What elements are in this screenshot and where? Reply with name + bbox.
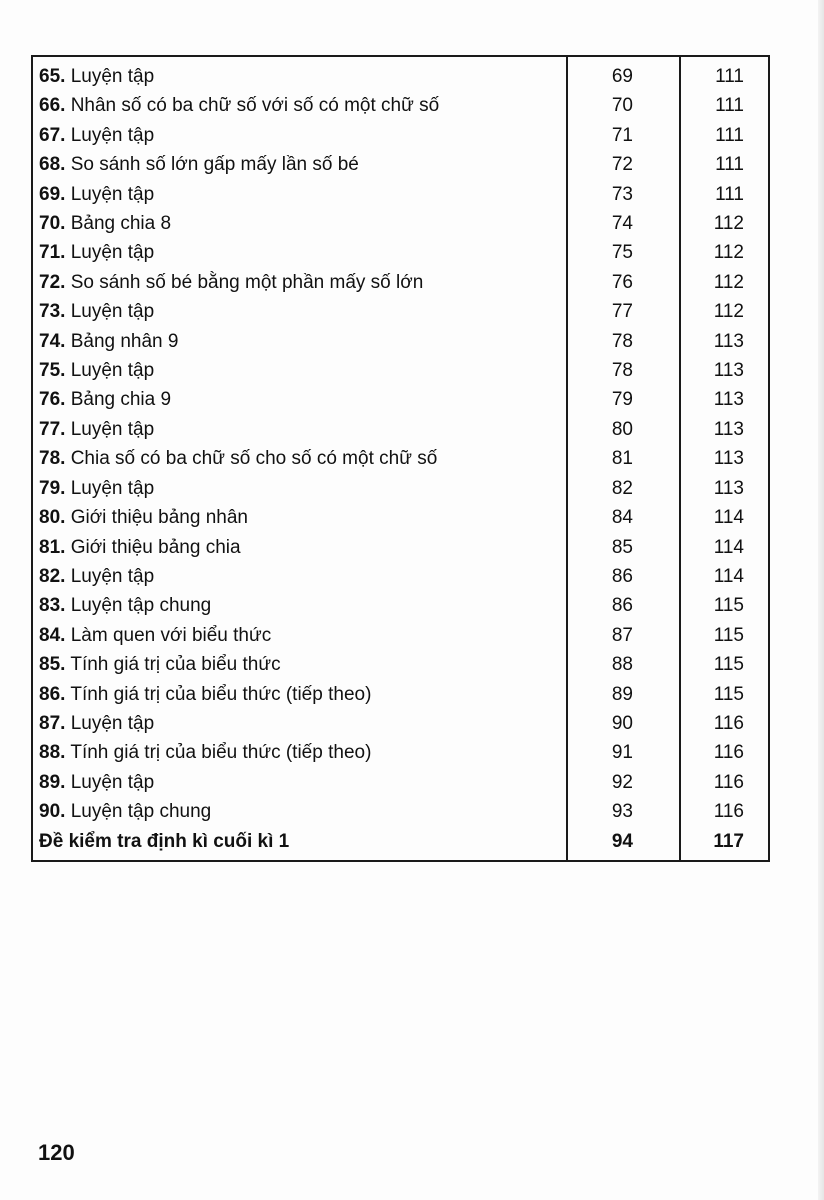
- lesson-number: 84.: [39, 624, 66, 646]
- lesson-title: Luyện tập: [70, 124, 155, 146]
- table-row: [32, 356, 769, 385]
- answer-page-number: 114: [713, 507, 744, 529]
- table-row: [32, 474, 769, 503]
- lesson-number: 90.: [39, 801, 66, 823]
- table-row: [32, 268, 769, 297]
- scan-edge: [818, 0, 824, 1200]
- lesson-number: 83.: [39, 595, 66, 617]
- lesson-title: Luyện tập: [70, 418, 155, 440]
- problem-page-number: 92: [567, 768, 680, 797]
- problem-page-number: 89: [567, 680, 680, 709]
- problem-page-number: 75: [567, 238, 680, 267]
- problem-page-number: 71: [567, 121, 680, 150]
- lesson-title-cell: [32, 268, 567, 297]
- problem-page-number: 85: [567, 533, 680, 562]
- lesson-title-cell: [32, 444, 567, 473]
- problem-page-number: 77: [567, 297, 680, 326]
- lesson-title-cell: [32, 209, 567, 238]
- lesson-title-cell: [32, 474, 567, 503]
- page-number: 120: [38, 1140, 75, 1165]
- lesson-number: 74.: [39, 330, 66, 352]
- table-row: [32, 621, 769, 650]
- lesson-title: Làm quen với biểu thức: [70, 624, 272, 646]
- answer-page-number: 114: [713, 536, 744, 558]
- lesson-title: Luyện tập: [70, 66, 155, 87]
- problem-page-number: 90: [567, 709, 680, 738]
- lesson-title: Tính giá trị của biểu thức (tiếp theo): [70, 742, 372, 764]
- lesson-title: Giới thiệu bảng chia: [70, 536, 241, 558]
- table-of-contents: [31, 55, 770, 862]
- lesson-title-cell: [32, 768, 567, 797]
- lesson-title-cell: [32, 150, 567, 179]
- problem-page-number: 74: [567, 209, 680, 238]
- lesson-number: 72.: [39, 271, 66, 293]
- table-row: [32, 91, 769, 120]
- answer-page-number: 111: [715, 183, 744, 205]
- lesson-title-cell: [32, 621, 567, 650]
- lesson-title: Nhân số có ba chữ số với số có một chữ số: [70, 95, 440, 117]
- answer-page-number: 115: [713, 595, 744, 617]
- lesson-title-cell: [32, 415, 567, 444]
- table-row: [32, 738, 769, 767]
- answer-page-number: 112: [713, 242, 744, 264]
- answer-page-number: 111: [715, 66, 744, 87]
- answer-page-number: 116: [713, 771, 744, 793]
- problem-page-number: 78: [567, 356, 680, 385]
- answer-page-number: 112: [713, 271, 744, 293]
- table-row: [32, 650, 769, 679]
- table-row: [32, 209, 769, 238]
- problem-page-number: 79: [567, 385, 680, 414]
- problem-page-number: 86: [567, 562, 680, 591]
- table-row: [32, 533, 769, 562]
- lesson-number: 81.: [39, 536, 66, 558]
- lesson-title: Luyện tập: [70, 771, 155, 793]
- problem-page-number: 86: [567, 591, 680, 620]
- answer-page-number: 113: [713, 360, 744, 382]
- table-row: [32, 444, 769, 473]
- lesson-title: Tính giá trị của biểu thức (tiếp theo): [70, 683, 372, 705]
- lesson-title-cell: [32, 297, 567, 326]
- final-entry-title: Đề kiểm tra định kì cuối kì 1: [32, 827, 567, 861]
- problem-page-number: 78: [567, 327, 680, 356]
- lesson-number: 82.: [39, 565, 66, 587]
- lesson-title-cell: [32, 121, 567, 150]
- lesson-title-cell: [32, 327, 567, 356]
- table-row: [32, 709, 769, 738]
- table-row: [32, 56, 769, 91]
- lesson-number: 65.: [39, 66, 66, 87]
- lesson-title-cell: [32, 797, 567, 826]
- problem-page-number: 80: [567, 415, 680, 444]
- lesson-title: So sánh số bé bằng một phần mấy số lớn: [70, 271, 424, 293]
- lesson-number: 86.: [39, 683, 66, 705]
- lesson-title: Giới thiệu bảng nhân: [70, 507, 248, 529]
- lesson-title-cell: [32, 238, 567, 267]
- lesson-title: So sánh số lớn gấp mấy lần số bé: [70, 154, 359, 176]
- answer-page-number: 114: [713, 565, 744, 587]
- lesson-number: 69.: [39, 183, 66, 205]
- problem-page-number: 93: [567, 797, 680, 826]
- table-row: [32, 503, 769, 532]
- lesson-title: Luyện tập: [70, 301, 155, 323]
- problem-page-number: 82: [567, 474, 680, 503]
- lesson-title-cell: [32, 591, 567, 620]
- lesson-number: 71.: [39, 242, 66, 264]
- lesson-number: 75.: [39, 360, 66, 382]
- table-row: [32, 297, 769, 326]
- lesson-title: Luyện tập: [70, 242, 155, 264]
- lesson-number: 70.: [39, 213, 66, 235]
- answer-page-number: 113: [713, 389, 744, 411]
- answer-page-number: 115: [713, 624, 744, 646]
- lesson-title: Luyện tập: [70, 360, 155, 382]
- lesson-title: Luyện tập: [70, 565, 155, 587]
- lesson-title-cell: [32, 650, 567, 679]
- answer-page-number: 111: [715, 124, 744, 146]
- lesson-title-cell: [32, 180, 567, 209]
- answer-page-number: 111: [715, 95, 744, 117]
- answer-page-number: 116: [713, 712, 744, 734]
- answer-page-number: 112: [713, 213, 744, 235]
- problem-page-number: 91: [567, 738, 680, 767]
- answer-page-number: 116: [713, 742, 744, 764]
- lesson-number: 80.: [39, 507, 66, 529]
- table-row: [32, 238, 769, 267]
- lesson-title-cell: [32, 738, 567, 767]
- problem-page-number: 70: [567, 91, 680, 120]
- lesson-title: Luyện tập chung: [70, 595, 212, 617]
- lesson-title-cell: [32, 709, 567, 738]
- lesson-title-cell: [32, 56, 567, 91]
- lesson-title-cell: [32, 680, 567, 709]
- table-row: [32, 150, 769, 179]
- lesson-title: Bảng chia 8: [70, 213, 172, 235]
- table-row: [32, 327, 769, 356]
- answer-page-number: 113: [713, 477, 744, 499]
- lesson-title: Bảng nhân 9: [70, 330, 179, 352]
- lesson-number: 89.: [39, 771, 66, 793]
- answer-page-number: 113: [713, 418, 744, 440]
- problem-page-number: 87: [567, 621, 680, 650]
- problem-page-number: 81: [567, 444, 680, 473]
- problem-page-number: 69: [567, 56, 680, 91]
- table-row: [32, 415, 769, 444]
- table-row: [32, 797, 769, 826]
- problem-page-number: 76: [567, 268, 680, 297]
- lesson-title: Bảng chia 9: [70, 389, 172, 411]
- table-row: [32, 180, 769, 209]
- lesson-title: Tính giá trị của biểu thức: [70, 654, 281, 676]
- answer-page-number: 115: [713, 683, 744, 705]
- lesson-number: 73.: [39, 301, 66, 323]
- lesson-title: Luyện tập: [70, 183, 155, 205]
- answer-page-number: 113: [713, 448, 744, 470]
- lesson-number: 68.: [39, 154, 66, 176]
- problem-page-number: 88: [567, 650, 680, 679]
- problem-page-number: 73: [567, 180, 680, 209]
- problem-page-number: 84: [567, 503, 680, 532]
- answer-page-number: 113: [713, 330, 744, 352]
- lesson-title: Luyện tập: [70, 712, 155, 734]
- answer-page-number: 112: [713, 301, 744, 323]
- problem-page-number: 72: [567, 150, 680, 179]
- final-entry-answer-page: 117: [713, 830, 744, 852]
- answer-page-number: 116: [713, 801, 744, 823]
- answer-page-number: 111: [715, 154, 744, 176]
- lesson-title-cell: [32, 533, 567, 562]
- toc-final-row: [32, 827, 769, 861]
- lesson-title: Luyện tập chung: [70, 801, 212, 823]
- table-row: [32, 562, 769, 591]
- lesson-number: 85.: [39, 654, 66, 676]
- lesson-number: 88.: [39, 742, 66, 764]
- lesson-number: 67.: [39, 124, 66, 146]
- table-row: [32, 591, 769, 620]
- lesson-number: 78.: [39, 448, 66, 470]
- lesson-title-cell: [32, 385, 567, 414]
- lesson-title-cell: [32, 562, 567, 591]
- lesson-number: 87.: [39, 712, 66, 734]
- final-entry-problem-page: 94: [567, 827, 680, 861]
- table-row: [32, 385, 769, 414]
- lesson-number: 77.: [39, 418, 66, 440]
- lesson-number: 66.: [39, 95, 66, 117]
- lesson-number: 76.: [39, 389, 66, 411]
- lesson-title-cell: [32, 356, 567, 385]
- lesson-title-cell: [32, 503, 567, 532]
- toc-body: [32, 56, 769, 861]
- lesson-title: Luyện tập: [70, 477, 155, 499]
- lesson-title: Chia số có ba chữ số cho số có một chữ số: [70, 448, 438, 470]
- table-row: [32, 768, 769, 797]
- table-row: [32, 121, 769, 150]
- lesson-title-cell: [32, 91, 567, 120]
- table-row: [32, 680, 769, 709]
- answer-page-number: 115: [713, 654, 744, 676]
- lesson-number: 79.: [39, 477, 66, 499]
